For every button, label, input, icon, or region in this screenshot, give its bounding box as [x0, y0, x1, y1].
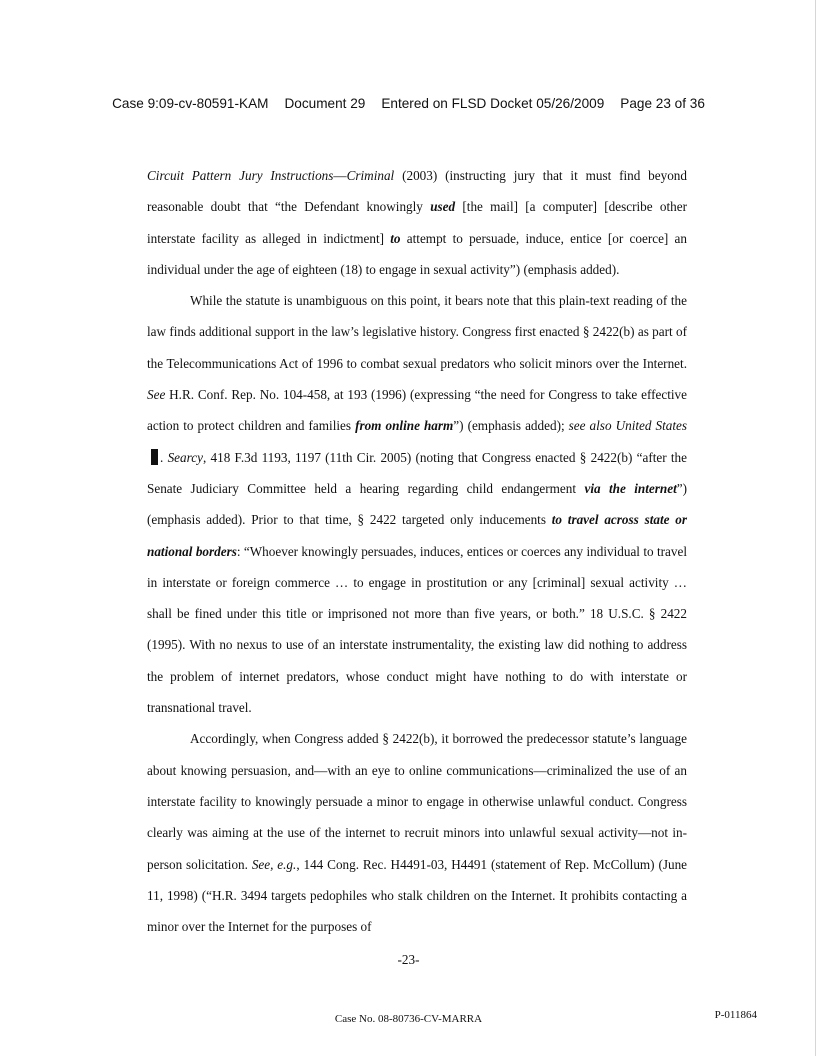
p2-case-name: see also United States — [568, 418, 688, 434]
p2-text-3: ”) (emphasis added); — [453, 418, 569, 434]
p1-text-1: (2003) (instructing jury that it must find beyond reasonable doubt that “the Defendant knowingly — [147, 168, 687, 215]
p2-text-7: : “Whoever knowingly persuades, induces, entices or coerces any individual to travel in interstate or foreign commerce … to engage in prostitution or any [criminal] sexual activity … shall be fined under this title or imprisoned not more than five years, or both.” 18 U.S.C. § 2422 (1995). With no nexus to use of an interstate instrumentality, the existing law did nothing to address the problem of internet predators, whose conduct might have nothing to do with interstate or transnational travel. — [147, 543, 687, 716]
redaction-mark — [151, 449, 158, 465]
p2-signal-see: See — [147, 387, 166, 403]
p2-text-1: While the statute is unambiguous on this point, it bears note that this plain-text reading of the law finds additional support in the law’s legislative history. Congress first enacted § 2422(b) as part of the Telecommunications Act of 1996 to combat sexual predators who solicit minors over the Internet. — [147, 293, 687, 371]
case-number: Case 9:09-cv-80591-KAM — [112, 96, 269, 111]
p2-text-5: , 418 F.3d 1193, 1197 (11th Cir. 2005) (noting that Congress enacted § 2422(b) “after the Senate Judiciary Committee held a hearing regarding child endangerment — [147, 449, 688, 496]
footer-case-number: Case No. 08-80736-CV-MARRA — [334, 1013, 483, 1025]
p2-emphasis-via-internet: via the internet — [584, 480, 677, 496]
p1-text-2: [the mail] [a computer] [describe other interstate facility as alleged in indictment] — [147, 199, 687, 246]
p2-text-2: H.R. Conf. Rep. No. 104-458, at 193 (1996) (expressing “the need for Congress to take effective action to protect children and families — [147, 387, 687, 434]
bates-number: P-011864 — [714, 1009, 757, 1021]
document-number: Document 29 — [284, 96, 366, 111]
p2-emphasis-travel: to travel across state or national borders — [147, 512, 687, 559]
p1-italic-1: Circuit Pattern Jury Instructions — [147, 168, 334, 183]
p1-text-3: attempt to persuade, induce, entice [or coerce] an individual under the age of eighteen (18) to engage in sexual activity”) (emphasis added). — [147, 230, 687, 277]
p2-text-6: ”) (emphasis added). Prior to that time, § 2422 targeted only inducements — [147, 480, 687, 528]
page-edge-line — [815, 0, 816, 1056]
docket-entry: Entered on FLSD Docket 05/26/2009 — [381, 96, 605, 111]
p2-case-name-searcy: Searcy — [167, 449, 203, 465]
paragraph-3 — [147, 723, 687, 942]
docket-header — [0, 96, 817, 111]
body-text — [147, 160, 687, 942]
p3-signal-see-eg: See, e.g. — [251, 856, 297, 872]
p3-text-1: Accordingly, when Congress added § 2422(b), it borrowed the predecessor statute’s language about knowing persuasion, and—with an eye to online communications—criminalized the use of an interstate facility to knowingly persuade a minor to engage in otherwise unlawful conduct. Congress clearly was aiming at the use of the internet to recruit minors into unlawful sexual activity—not in-person solicitation. — [147, 731, 687, 872]
p1-italic-2: Criminal — [346, 168, 395, 183]
p1-emphasis-used: used — [430, 199, 456, 215]
p1-dash: — — [333, 168, 347, 183]
paragraph-2 — [147, 285, 687, 723]
page-number: -23- — [397, 952, 420, 967]
p2-emphasis-online-harm: from online harm — [355, 418, 454, 434]
p2-text-4: . — [160, 449, 168, 465]
p1-emphasis-to: to — [390, 230, 401, 246]
paragraph-1 — [147, 160, 687, 285]
page-count: Page 23 of 36 — [620, 96, 705, 111]
p3-text-2: , 144 Cong. Rec. H4491-03, H4491 (statement of Rep. McCollum) (June 11, 1998) (“H.R. 3494 targets pedophiles who stalk children on the Internet. It prohibits contacting a minor over the Internet for the purposes of — [147, 856, 688, 935]
